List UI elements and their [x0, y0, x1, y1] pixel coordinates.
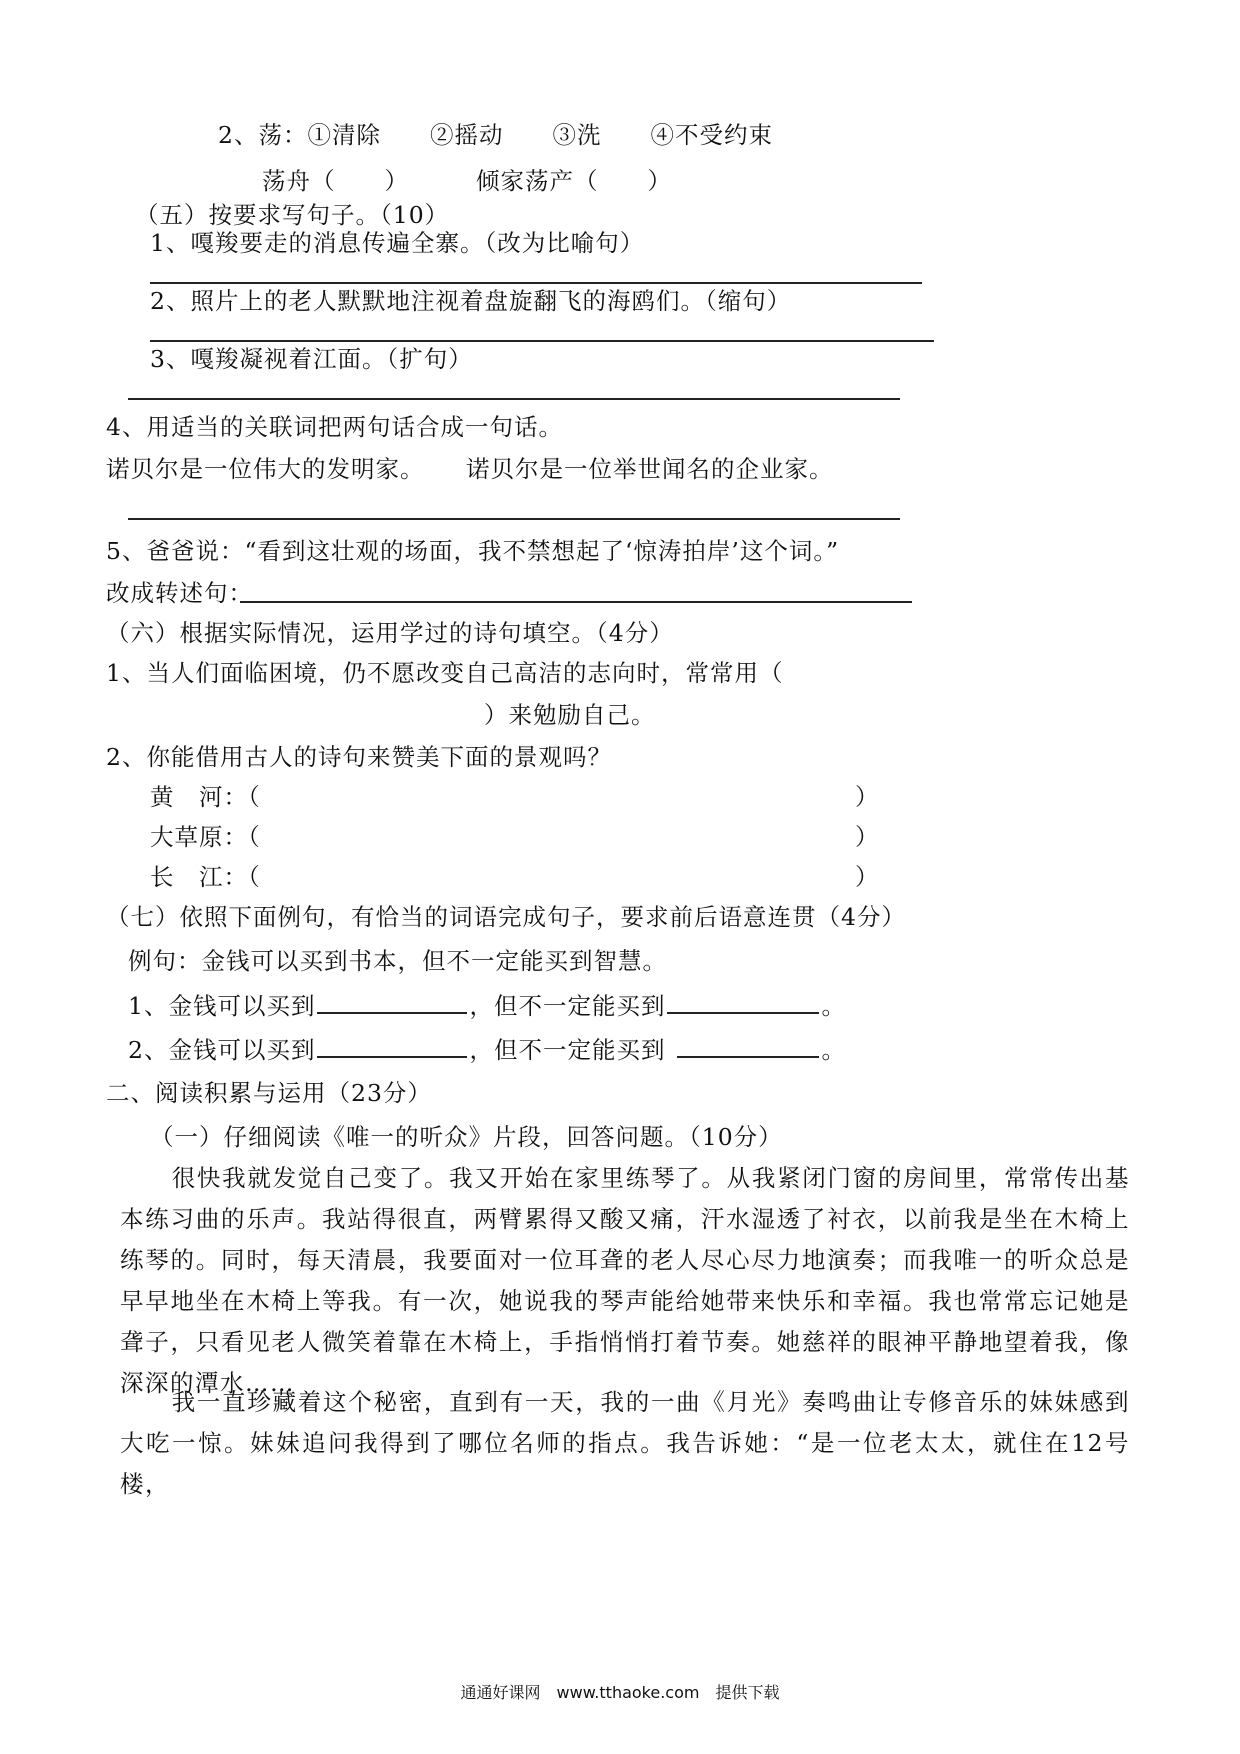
- q2-dang-word-1: 荡舟（ ）: [262, 167, 409, 195]
- section-6-header: （六）根据实际情况，运用学过的诗句填空。（4分）: [106, 619, 674, 647]
- section-7-q1-part-a: 1、金钱可以买到: [128, 992, 316, 1020]
- section-5-q5: 5、爸爸说：“看到这壮观的场面，我不禁想起了‘惊涛拍岸’这个词。”: [106, 537, 840, 565]
- section-7-q2-end: 。: [821, 1036, 846, 1064]
- answer-line-q1[interactable]: [150, 282, 922, 284]
- blank-q2-b[interactable]: [677, 1034, 819, 1058]
- answer-line-q3[interactable]: [128, 398, 900, 400]
- page-footer: 通通好课网 www.tthaoke.com 提供下载: [460, 1683, 780, 1702]
- section-7-q2-part-a: 2、金钱可以买到: [128, 1036, 316, 1064]
- part-2-header: 二、阅读积累与运用（23分）: [106, 1079, 432, 1107]
- section-7-q1-end: 。: [821, 992, 846, 1020]
- poem-item-huanghe-close: ）: [855, 783, 880, 811]
- blank-q1-b[interactable]: [667, 990, 819, 1014]
- q2-dang-word-2: 倾家荡产（ ）: [476, 167, 672, 195]
- section-6-q2: 2、你能借用古人的诗句来赞美下面的景观吗？: [106, 743, 612, 771]
- section-7-q2-part-b: ，但不一定能买到: [469, 1036, 666, 1064]
- section-5-q4: 4、用适当的关联词把两句话合成一句话。: [106, 413, 563, 441]
- section-5-q5-label: 改成转述句：: [106, 579, 253, 607]
- section-5-header: （五）按要求写句子。（10）: [135, 201, 450, 229]
- poem-item-huanghe-label: 黄 河：（: [150, 783, 261, 811]
- blank-q1-a[interactable]: [317, 990, 467, 1014]
- answer-line-q2[interactable]: [150, 340, 934, 342]
- poem-item-changjiang-label: 长 江：（: [150, 863, 261, 891]
- section-6-q1: 1、当人们面临困境，仍不愿改变自己高洁的志向时，常常用（: [106, 659, 784, 687]
- section-5-q1: 1、嘎羧要走的消息传遍全寨。（改为比喻句）: [150, 229, 645, 257]
- section-7-example: 例句：金钱可以买到书本，但不一定能买到智慧。: [128, 947, 667, 975]
- poem-item-grassland-close: ）: [855, 823, 880, 851]
- reading-subheader: （一）仔细阅读《唯一的听众》片段，回答问题。（10分）: [150, 1123, 783, 1151]
- q2-dang-options: 2、荡：①清除 ②摇动 ③洗 ④不受约束: [218, 121, 773, 149]
- section-7-q1-part-b: ，但不一定能买到: [469, 992, 666, 1020]
- blank-q2-a[interactable]: [317, 1034, 467, 1058]
- section-5-q4-sentence-1: 诺贝尔是一位伟大的发明家。: [106, 455, 425, 483]
- reading-paragraph-2: 我一直珍藏着这个秘密，直到有一天，我的一曲《月光》奏鸣曲让专修音乐的妹妹感到大吃一惊。妹妹追问我得到了哪位名师的指点。我告诉她：“是一位老太太，就住在12号楼，: [120, 1388, 1130, 1498]
- section-6-q1-end: ）来勉励自己。: [484, 701, 656, 729]
- reading-paragraph-1: 很快我就发觉自己变了。我又开始在家里练琴了。从我紧闭门窗的房间里，常常传出基本练习曲的乐声。我站得很直，两臂累得又酸又痛，汗水湿透了衬衣，以前我是坐在木椅上练琴的。同时，每天清晨，我要面对一位耳聋的老人尽心尽力地演奏；而我唯一的听众总是早早地坐在木椅上等我。有一次，她说我的琴声能给她带来快乐和幸福。我也常常忘记她是聋子，只看见老人微笑着靠在木椅上，手指悄悄打着节奏。她慈祥的眼神平静地望着我，像深深的潭水……: [120, 1164, 1130, 1397]
- poem-item-changjiang-close: ）: [855, 863, 880, 891]
- section-5-q4-sentence-2: 诺贝尔是一位举世闻名的企业家。: [466, 455, 834, 483]
- section-7-header: （七）依照下面例句，有恰当的词语完成句子，要求前后语意连贯（4分）: [106, 903, 906, 931]
- section-7-q2: [128, 1034, 846, 1065]
- answer-line-q5[interactable]: [240, 601, 912, 603]
- section-5-q2: 2、照片上的老人默默地注视着盘旋翻飞的海鸥们。（缩句）: [150, 287, 792, 315]
- poem-item-grassland-label: 大草原：（: [150, 823, 261, 851]
- section-7-q1: [128, 990, 846, 1021]
- answer-line-q4[interactable]: [128, 518, 900, 520]
- section-5-q3: 3、嘎羧凝视着江面。（扩句）: [150, 345, 473, 373]
